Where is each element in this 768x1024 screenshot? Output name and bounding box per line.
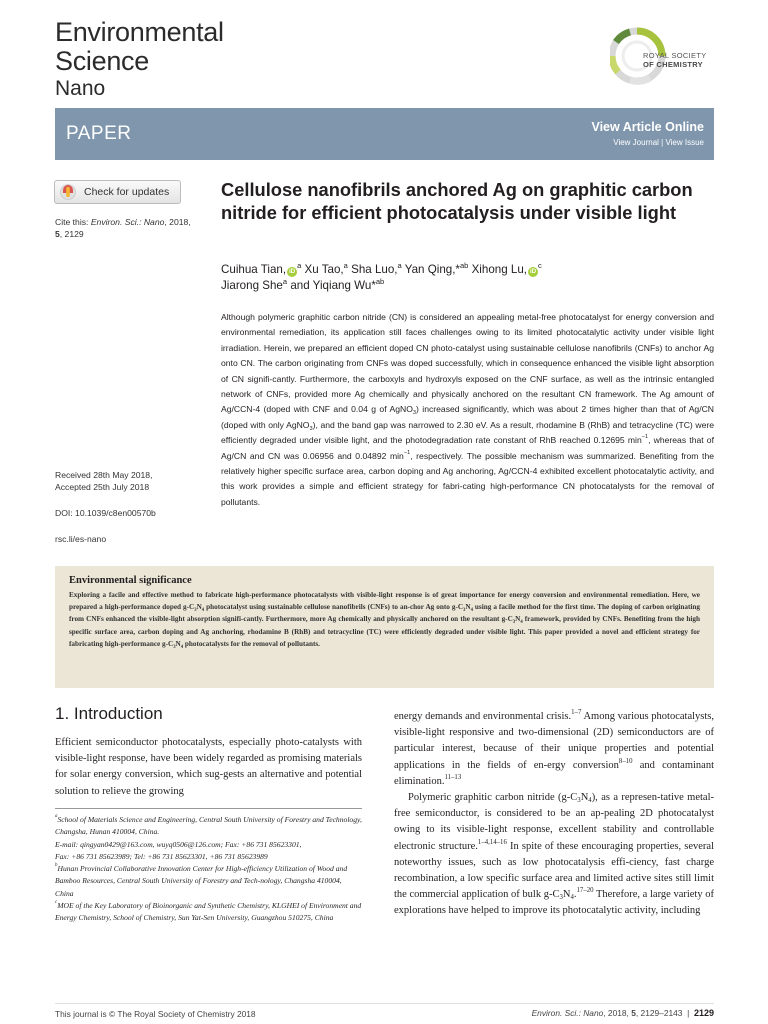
reference-link[interactable]: 17–20 (576, 887, 594, 895)
subscript: 3 (194, 608, 197, 614)
received-date: Received 28th May 2018, (55, 470, 153, 480)
article-title: Cellulose nanofibrils anchored Ag on graphitic carbon nitride for efficient photocatalysis under visible light (221, 179, 693, 223)
intro-left-column (55, 735, 362, 800)
subscript: 3 (559, 894, 563, 902)
footer-separator: | (687, 1008, 690, 1018)
author-list (221, 262, 691, 294)
environmental-significance-box (55, 566, 714, 688)
copyright-notice: This journal is © The Royal Society of Chemistry 2018 (55, 1009, 256, 1019)
accepted-date: Accepted 25th July 2018 (55, 482, 150, 492)
subscript: 4 (180, 644, 184, 650)
text-segment: Polymeric graphitic carbon nitride (g-C (408, 792, 578, 804)
footnote-email: E-mail: qingyan0429@163.com, wuyq0506@126.com; Fax: +86 731 85623301, (55, 839, 302, 849)
author-affiliation: c (538, 261, 542, 270)
author-affiliation: ab (459, 261, 469, 270)
significance-title: Environmental significance (69, 575, 192, 586)
orcid-icon[interactable]: iD (530, 269, 537, 275)
view-issue-link[interactable]: View Issue (665, 138, 704, 147)
text-segment: ), as a represen-tative metal-free semiconductor, is considered to be an ap-pealing 2D photocatalyst owing to its visible-light response, excellent stability and controllable electronic structure. (394, 792, 714, 852)
author-name[interactable]: Cuihua Tian, (221, 263, 287, 276)
abstract-text: , respectively. The possible mechanism was summarized. Benefiting from the relatively higher specific surface area, carbon doping and Ag anchoring, Ag/CCN-4 exhibited excellent photocatalytic activity, and this work provides a simple and efficient strategy for fabri-cating high-performance CN photocatalysts for the removal of pollutants. (221, 450, 715, 507)
significance-segment: photocatalyst using sustainable cellulose nanofibrils (CNFs) to an-chor Ag onto g-C (204, 603, 464, 612)
citation (55, 216, 215, 240)
footer-divider (55, 1003, 714, 1004)
intro-paragraph (394, 709, 714, 790)
subscript: 3 (412, 410, 417, 417)
subscript: 3 (512, 620, 516, 626)
text-segment: Among various photocatalysts, visible-light responsive and two-dimensional (2D) semiconductors are of particular interest, because of their unique properties and potential applications in the fields of en-ergy conversion (394, 711, 714, 771)
author-name[interactable]: Sha Luo, (351, 263, 398, 276)
author-affiliation: ab (375, 277, 385, 286)
text-segment: energy demands and environmental crisis. (394, 711, 572, 722)
significance-segment: photocatalysts for the removal of pollutants. (183, 639, 320, 648)
journal-title-line2: Science (55, 46, 149, 76)
footnote-c (55, 900, 362, 925)
intro-right-column (394, 709, 714, 920)
footer-volume: 5 (631, 1008, 636, 1018)
journal-title (55, 18, 224, 102)
subscript: 3 (577, 797, 581, 805)
author-name[interactable]: Xihong Lu, (471, 263, 528, 276)
subscript: 3 (309, 425, 313, 432)
journal-title-line3: Nano (55, 77, 106, 100)
rsc-wordmark-line2: OF CHEMISTRY (643, 59, 703, 69)
citation-journal: Environ. Sci.: Nano (90, 217, 165, 227)
significance-segment: N (175, 639, 181, 648)
footnote-text: Hunan Provincial Collaborative Innovation Center for High-efficiency Utilization of Wood and Bamboo Resources, Central South University of Forestry and Tech-nology, Changsha 410004, China (55, 864, 348, 898)
abstract (221, 310, 714, 510)
text-segment: Therefore, a large variety of explorations have helped to improve its photocatalytic activity, including (394, 889, 714, 917)
significance-segment: N (515, 615, 521, 624)
subscript: 4 (520, 620, 523, 626)
reference-link[interactable]: 8–10 (618, 757, 633, 765)
doi[interactable]: DOI: 10.1039/c8en00570b (55, 508, 156, 518)
subscript: 4 (470, 608, 473, 614)
abstract-text: ) increased significantly, which was about 2 times higher than that of Ag/CN (doped with only AgNO (221, 404, 715, 430)
significance-text (69, 589, 700, 650)
abstract-text: , whereas that of Ag/CN and CN was 0.06956 and 0.04892 min (221, 435, 714, 461)
view-links-separator: | (658, 138, 666, 147)
reference-link[interactable]: 1–4,14–16 (477, 838, 507, 846)
abstract-text: ), and the band gap was narrowed to 2.30 eV. As a result, rhodamine B (RhB) and tetracycline (TC) were efficiently degraded under visible light, and the photodegradation rate constant of RhB reached 0.12695 min (221, 419, 714, 446)
footnote-mark: c (55, 900, 58, 906)
journal-title-line1: Environmental (55, 17, 224, 47)
significance-segment: framework, provided by CNFs. Benefiting from the high specific surface area, carbon doping and Ag anchoring, rhodamine B (RhB) and tetracycline (TC) were efficiently degraded under visible light. This paper provided a novel and efficient strategy for fabricating high-performance g-C (69, 615, 700, 648)
view-article-online-link[interactable]: View Article Online (591, 120, 704, 134)
citation-pages: , 2129 (59, 229, 84, 239)
citation-volume: 5 (55, 229, 60, 239)
affiliation-footnotes (55, 814, 362, 925)
text-segment: In spite of these encouraging properties, several noteworthy issues, such as low photocatalysis effi-ciency, fast charge recombination, a low specific surface area and limited active sites still limit the commercial application of bulk g-C (394, 840, 715, 901)
text-segment: N (562, 889, 571, 901)
subscript: 4 (201, 608, 205, 614)
footnote-text: School of Materials Science and Engineering, Central South University of Forestry and Technology, Changsha, Hunan 410004, China. (55, 815, 362, 837)
significance-segment: using a facile method for the first time. The doping of carbon originating from CNFs enhanced the visible-light absorption signifi-cantly. Furthermore, more Ag chemically and physically anchored on the resultant g-C (69, 603, 700, 624)
subscript: 3 (173, 644, 176, 650)
author-affiliation: a (297, 261, 302, 270)
footnote-mark: b (55, 863, 58, 869)
view-links (613, 138, 704, 147)
footnote-divider (55, 808, 362, 809)
orcid-icon[interactable]: iD (289, 269, 296, 275)
page-footer-citation (532, 1008, 714, 1018)
superscript: −1 (641, 434, 649, 441)
footnote-fax: Fax: +86 731 85623989; Tel: +86 731 85623301, +86 731 85623989 (55, 851, 268, 861)
journal-short-link[interactable]: rsc.li/es-nano (55, 534, 107, 544)
section-heading-introduction: 1. Introduction (55, 704, 163, 723)
footnote-mark: a (55, 814, 58, 819)
footnote-text: MOE of the Key Laboratory of Bioinorganic and Synthetic Chemistry, KLGHEI of Environment and Energy Chemistry, School of Chemistry, Sun Yat-Sen University, Guangzhou 510275, China (55, 901, 362, 923)
page-number: 2129 (693, 1008, 714, 1018)
author-name[interactable]: Yan Qing,* (404, 263, 460, 276)
reference-link[interactable]: 1–7 (571, 709, 582, 716)
check-for-updates-label: Check for updates (84, 186, 170, 198)
author-name[interactable]: Jiarong She (221, 279, 283, 292)
footer-pages: , 2129–2143 (635, 1008, 683, 1018)
rsc-wordmark (643, 52, 707, 69)
check-for-updates-button[interactable] (54, 180, 181, 204)
article-type-banner (55, 108, 714, 160)
subscript: 4 (588, 797, 592, 805)
footnote-b (55, 863, 362, 900)
footnote-a (55, 814, 362, 839)
rsc-wordmark-line1: ROYAL SOCIETY (643, 51, 707, 60)
text-segment: . (573, 889, 577, 901)
significance-segment: N (196, 603, 202, 612)
abstract-text: Although polymeric graphitic carbon nitride (CN) is considered an appealing metal-free photocatalyst for energy conversion and environmental remediation, its application still faces challenges owing to its limited photocatalytic activity under visible light irradiation. Herein, we prepared an efficient doped CN photo-catalyst using sustainable cellulose nanofibrils (CNFs) to anchor Ag onto CN. The carbon originating from CNFs was doped successfully, which in consequence enhanced the visible light absorption of CN signifi-cantly. Furthermore, the carboxyls and hydroxyls exposed on the CNF surface, as well as the intrinsic entangled network of CNFs, provided more Ag chemically and physically anchored on the resultant CN framework. The Ag amount of Ag/CCN-4 (doped with CNF and 0.04 g of AgNO (221, 312, 714, 415)
footer-year: , 2018, (603, 1008, 632, 1018)
author-affiliation: a (397, 261, 402, 270)
subscript: 3 (463, 608, 466, 614)
citation-prefix: Cite this: (55, 217, 91, 227)
author-name[interactable]: Xu Tao, (304, 263, 344, 276)
superscript: −1 (403, 449, 411, 456)
rsc-logo (610, 22, 720, 90)
reference-link[interactable]: 11–13 (444, 773, 462, 781)
significance-segment: Exploring a facile and effective method to fabricate high-performance photocatalysts with visible-light response is of great importance for energy conversion and environmental remediation. Here, we prepared a high-performance doped g-C (69, 591, 700, 612)
subscript: 4 (570, 894, 574, 902)
significance-segment: N (465, 603, 471, 612)
author-affiliation: a (343, 261, 348, 270)
view-journal-link[interactable]: View Journal (613, 138, 659, 147)
article-type-label: PAPER (66, 123, 132, 144)
text-segment: and contaminant elimination. (394, 759, 714, 787)
intro-paragraph: Efficient semiconductor photocatalysts, especially photo-catalysts with visible-light response, have been widely regarded as promising materials for solar energy conversion, which sug-gests an alternative and potential solution to relieve the growing (55, 737, 362, 797)
text-segment: N (580, 792, 589, 804)
intro-paragraph (394, 790, 714, 920)
crossmark-icon (60, 184, 76, 200)
footer-journal: Environ. Sci.: Nano (531, 1008, 604, 1018)
author-affiliation: a (282, 277, 288, 286)
article-meta (55, 469, 215, 545)
author-name[interactable]: and Yiqiang Wu* (290, 279, 376, 292)
citation-year: , 2018, (164, 217, 191, 227)
